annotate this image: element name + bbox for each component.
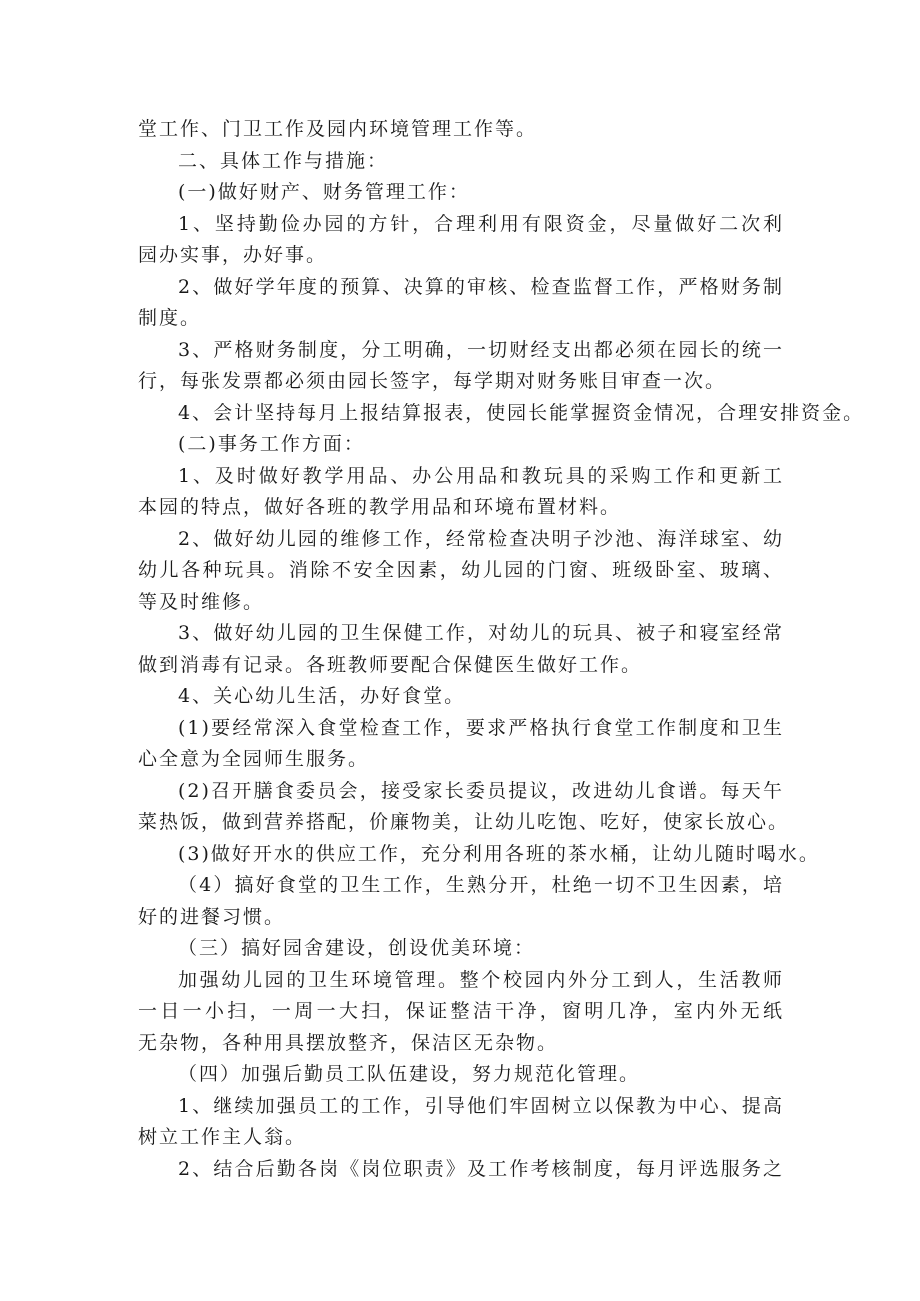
text-line: 园办实事，办好事。 <box>138 244 328 266</box>
paragraph <box>138 177 784 209</box>
paragraph <box>138 272 784 335</box>
paragraph <box>138 429 784 461</box>
paragraph <box>138 1154 784 1186</box>
text-line: 一日一小扫，一周一大扫，保证整洁干净，窗明几净，室内外无纸 <box>138 1000 784 1022</box>
paragraph <box>138 335 784 398</box>
text-line: 好的进餐习惯。 <box>138 905 286 928</box>
paragraph <box>138 870 784 933</box>
paragraph <box>138 398 865 430</box>
text-line: 2、做好幼儿园的维修工作，经常检查决明子沙池、海洋球室、幼 <box>178 527 784 550</box>
text-line: 菜热饭，做到营养搭配，价廉物美，让幼儿吃饱、吃好，使家长放心。 <box>138 811 790 833</box>
text-line: 行，每张发票都必须由园长签字，每学期对财务账目审查一次。 <box>138 370 727 392</box>
text-line: 幼儿各种玩具。消除不安全因素，幼儿园的门窗、班级卧室、玻璃、 <box>138 559 784 581</box>
text-line: 1、坚持勤俭办园的方针，合理利用有限资金，尽量做好二次利 <box>178 212 784 235</box>
text-line: 4、关心幼儿生活，办好食堂。 <box>178 685 466 707</box>
text-line: (3)做好开水的供应工作，充分利用各班的茶水桶，让幼儿随时喝水。 <box>178 842 820 865</box>
paragraph <box>138 713 784 776</box>
paragraph <box>138 209 784 272</box>
text-line: (1)要经常深入食堂检查工作，要求严格执行食堂工作制度和卫生 <box>178 716 784 739</box>
text-line: (二)事务工作方面： <box>178 433 365 455</box>
paragraph <box>138 1059 784 1091</box>
text-line: （三）搞好园舍建设，创设优美环境： <box>178 937 536 959</box>
text-line: (一)做好财产、财务管理工作： <box>178 181 470 203</box>
paragraph <box>138 965 784 1060</box>
paragraph <box>138 933 784 965</box>
text-line: 加强幼儿园的卫生环境管理。整个校园内外分工到人，生活教师 <box>178 968 784 991</box>
text-line: 等及时维修。 <box>138 590 265 613</box>
text-line: 做到消毒有记录。各班教师要配合保健医生做好工作。 <box>138 653 643 676</box>
text-line: （4）搞好食堂的卫生工作，生熟分开，杜绝一切不卫生因素，培 <box>178 874 784 896</box>
paragraph <box>138 1091 784 1154</box>
text-line: 2、结合后勤各岗《岗位职责》及工作考核制度，每月评选服务之 <box>178 1157 784 1180</box>
paragraph <box>138 618 784 681</box>
text-line: 1、及时做好教学用品、办公用品和教玩具的采购工作和更新工 <box>178 464 784 487</box>
text-line: 堂工作、门卫工作及园内环境管理工作等。 <box>138 118 538 140</box>
text-line: 4、会计坚持每月上报结算报表，使园长能掌握资金情况，合理安排资金。 <box>178 401 865 424</box>
paragraph <box>138 461 784 524</box>
text-line: （四）加强后勤员工队伍建设，努力规范化管理。 <box>178 1063 641 1085</box>
paragraph <box>138 839 820 871</box>
text-line: 心全意为全园师生服务。 <box>138 748 370 770</box>
paragraph <box>138 524 784 619</box>
text-line: 3、做好幼儿园的卫生保健工作，对幼儿的玩具、被子和寝室经常 <box>178 622 784 644</box>
paragraph <box>138 776 790 839</box>
document-body <box>138 114 865 1185</box>
text-line: 本园的特点，做好各班的教学用品和环境布置材料。 <box>138 496 622 518</box>
text-line: 树立工作主人翁。 <box>138 1126 307 1148</box>
text-line: 2、做好学年度的预算、决算的审核、检查监督工作，严格财务制 <box>178 275 784 298</box>
text-line: 无杂物，各种用具摆放整齐，保洁区无杂物。 <box>138 1031 559 1054</box>
paragraph <box>138 114 784 146</box>
text-line: 3、严格财务制度，分工明确，一切财经支出都必须在园长的统一 <box>178 338 784 361</box>
paragraph <box>138 681 784 713</box>
text-line: 二、具体工作与措施： <box>178 149 389 172</box>
text-line: 1、继续加强员工的工作，引导他们牢固树立以保教为中心、提高 <box>178 1094 784 1117</box>
text-line: 制度。 <box>138 307 202 329</box>
paragraph <box>138 146 784 178</box>
text-line: (2)召开膳食委员会，接受家长委员提议，改进幼儿食谱。每天午 <box>178 779 784 802</box>
